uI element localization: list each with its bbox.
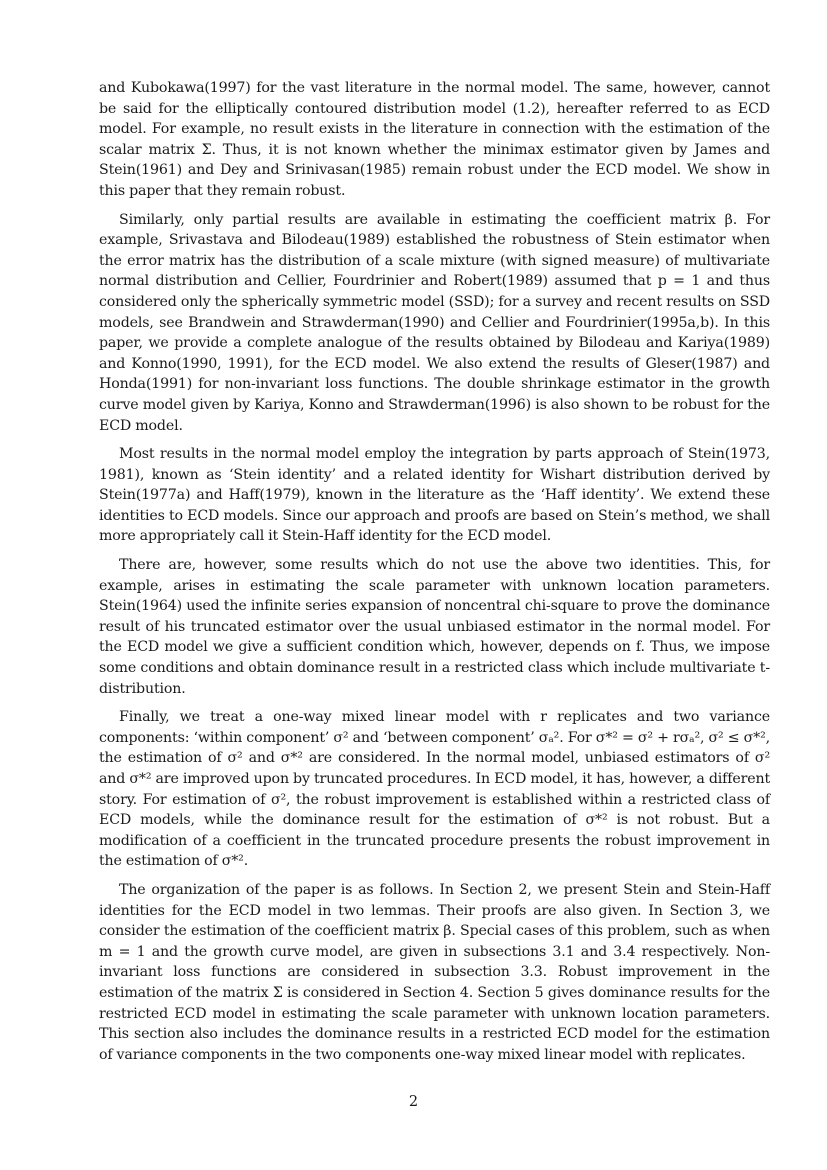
- paragraph-coefficient-matrix: Similarly, only partial results are available in estimating the coefficient matrix β. For example, Srivastava and Bilodeau(1989) established the robustness of Stein estimator when the error matrix has the distribution of a scale mixture (with signed measure) of multivariate normal distribution and Cellier, Fourdrinier and Robert(1989) assumed that p = 1 and thus considered only the spherically symmetric model (SSD); for a survey and recent results on SSD models, see Brandwein and Strawderman(1990) and Cellier and Fourdrinier(1995a,b). In this paper, we provide a complete analogue of the results obtained by Bilodeau and Kariya(1989) and Konno(1990, 1991), for the ECD model. We also extend the results of Gleser(1987) and Honda(1991) for non-invariant loss functions. The double shrinkage estimator in the growth curve model given by Kariya, Konno and Strawderman(1996) is also shown to be robust for the ECD model.: [99, 211, 770, 434]
- paper-body: [99, 78, 770, 1073]
- paragraph-mixed-linear-model: Finally, we treat a one-way mixed linear model with r replicates and two variance components: ‘within component’ σ² and ‘between component’ σₐ². For σ*² = σ² + rσₐ², σ² ≤ σ*², the estimation of σ² and σ*² are considered. In the normal model, unbiased estimators of σ² and σ*² are improved upon by truncated procedures. In ECD model, it has, however, a different story. For estimation of σ², the robust improvement is established within a restricted class of ECD models, while the dominance result for the estimation of σ*² is not robust. But a modification of a coefficient in the truncated procedure presents the robust improvement in the estimation of σ*².: [99, 709, 770, 870]
- page-number: 2: [408, 1094, 419, 1110]
- paragraph-continuation: and Kubokawa(1997) for the vast literature in the normal model. The same, however, cannot be said for the elliptically contoured distribution model (1.2), hereafter referred to as ECD model. For example, no result exists in the literature in connection with the estimation of the scalar matrix Σ. Thus, it is not known whether the minimax estimator given by James and Stein(1961) and Dey and Srinivasan(1985) remain robust under the ECD model. We show in this paper that they remain robust.: [99, 80, 770, 199]
- paragraph-scale-parameter: There are, however, some results which do not use the above two identities. This, for example, arises in estimating the scale parameter with unknown location parameters. Stein(1964) used the infinite series expansion of noncentral chi-square to prove the dominance result of his truncated estimator over the usual unbiased estimator in the normal model. For the ECD model we give a sufficient condition which, however, depends on f. Thus, we impose some conditions and obtain dominance result in a restricted class which include multivariate t-distribution.: [99, 557, 770, 697]
- paragraph-organization: The organization of the paper is as follows. In Section 2, we present Stein and Stein-Haff identities for the ECD model in two lemmas. Their proofs are also given. In Section 3, we consider the estimation of the coefficient matrix β. Special cases of this problem, such as when m = 1 and the growth curve model, are given in subsections 3.1 and 3.4 respectively. Non-invariant loss functions are considered in subsection 3.3. Robust improvement in the estimation of the matrix Σ is considered in Section 4. Section 5 gives dominance results for the restricted ECD model in estimating the scale parameter with unknown location parameters. This section also includes the dominance results in a restricted ECD model for the estimation of variance components in the two components one-way mixed linear model with replicates.: [99, 881, 770, 1063]
- paragraph-stein-identity: Most results in the normal model employ the integration by parts approach of Stein(1973, 1981), known as ‘Stein identity’ and a related identity for Wishart distribution derived by Stein(1977a) and Haff(1979), known in the literature as the ‘Haff identity’. We extend these identities to ECD models. Since our approach and proofs are based on Stein’s method, we shall more appropriately call it Stein-Haff identity for the ECD model.: [99, 446, 770, 545]
